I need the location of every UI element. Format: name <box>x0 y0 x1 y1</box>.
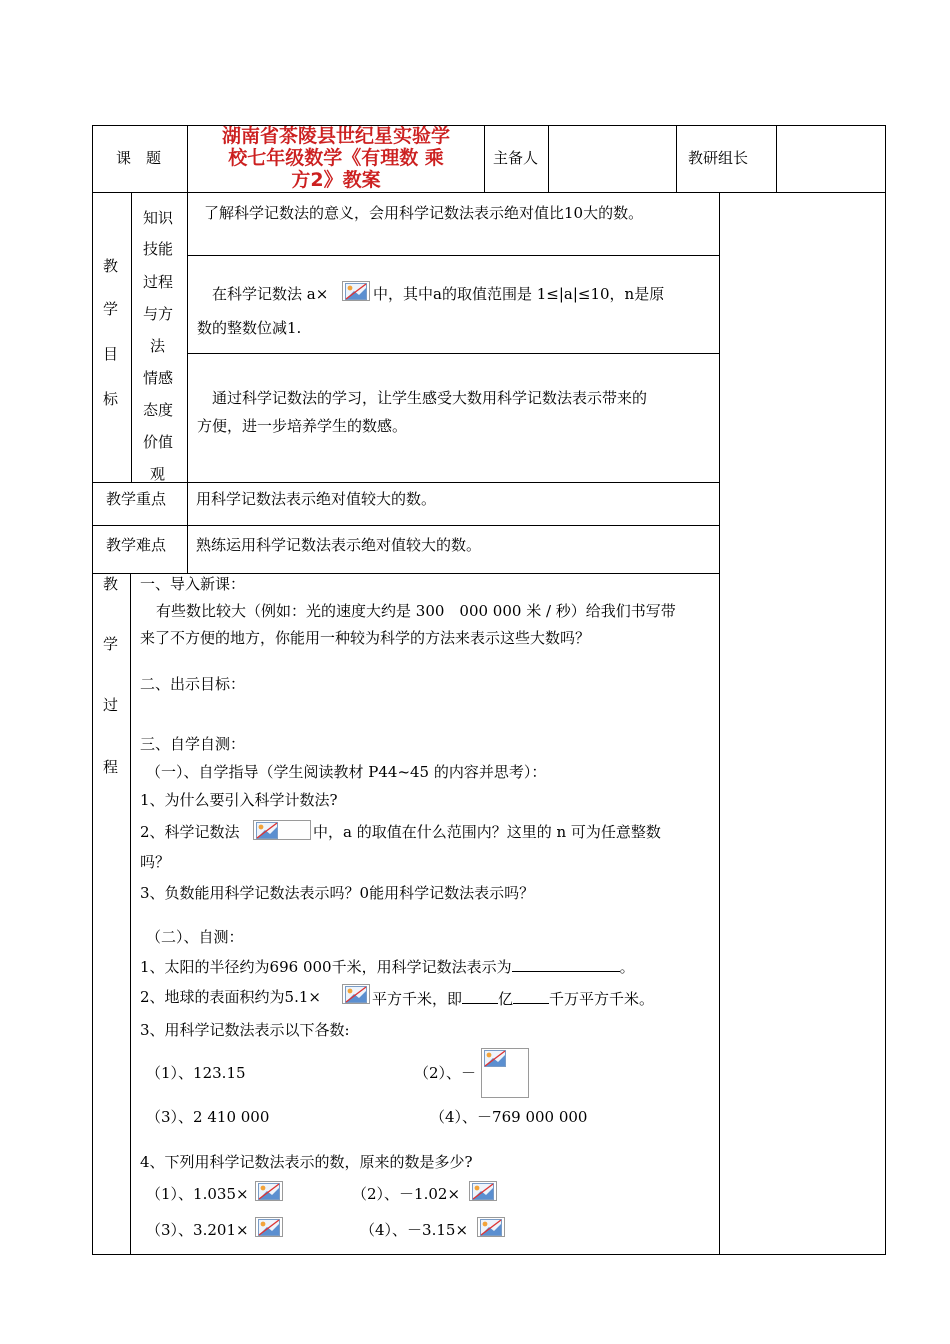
self-study-heading: 三、自学自测： <box>140 735 246 753</box>
table-rule <box>130 573 131 1254</box>
process-label: 与方 <box>143 305 174 323</box>
lesson-title-line: 方2》教案 <box>291 169 381 191</box>
process-text: 数的整数位减1. <box>197 319 302 337</box>
process-text: 中，其中a的取值范围是 1≤|a|≤10，n是原 <box>373 285 665 303</box>
objectives-label-char: 目 <box>103 345 119 363</box>
difficulty-label: 教学难点 <box>106 536 167 554</box>
preparer-label: 主备人 <box>493 149 539 167</box>
emotion-label: 态度 <box>143 401 174 419</box>
table-rule <box>187 353 719 354</box>
test-2-text: 亿 <box>498 990 514 1008</box>
goal-heading: 二、出示目标： <box>140 675 246 693</box>
table-rule <box>719 192 720 1255</box>
process-text: 在科学记数法 a× <box>212 285 329 303</box>
broken-image-icon <box>477 1217 505 1237</box>
test-2-text: 平方千米，即 <box>372 990 463 1008</box>
table-border-left <box>92 125 93 1255</box>
test-2: 2、地球的表面积约为5.1× <box>140 988 321 1006</box>
test-1-text: 1、太阳的半径约为696 000千米，用科学记数法表示为 <box>140 958 512 976</box>
process-section-char: 教 <box>103 575 119 593</box>
broken-image-icon <box>342 281 370 301</box>
lesson-title-line: 校七年级数学《有理数 乘 <box>228 147 444 169</box>
emotion-text: 方便，进一步培养学生的数感。 <box>197 417 408 435</box>
broken-image-icon <box>255 1217 283 1237</box>
emotion-label: 观 <box>150 465 166 483</box>
test-1-text: 。 <box>619 958 635 976</box>
self-test-heading: （二）、自测： <box>146 928 244 946</box>
table-rule <box>187 255 719 256</box>
process-label: 法 <box>150 337 166 355</box>
answer-blank[interactable] <box>513 987 549 1004</box>
test-3-item: （4）、－769 000 000 <box>430 1108 588 1126</box>
test-3-item: （3）、2 410 000 <box>146 1108 270 1126</box>
test-3-item: （2）、－ <box>414 1064 477 1082</box>
process-label: 过程 <box>143 273 174 291</box>
knowledge-text: 了解科学记数法的意义，会用科学记数法表示绝对值比10大的数。 <box>204 204 644 222</box>
question-1: 1、为什么要引入科学计数法? <box>140 791 338 809</box>
process-section-char: 过 <box>103 696 119 714</box>
table-border-right <box>885 125 886 1255</box>
broken-image-icon <box>255 1181 283 1201</box>
process-section-char: 学 <box>103 635 119 653</box>
test-4-item: （2）、－1.02× <box>352 1185 461 1203</box>
table-border-bottom <box>92 1254 886 1255</box>
objectives-label-char: 标 <box>103 390 119 408</box>
broken-image-icon <box>253 820 311 840</box>
question-3: 3、负数能用科学记数法表示吗？0能用科学记数法表示吗？ <box>140 884 535 902</box>
table-rule <box>131 192 132 482</box>
table-rule <box>548 125 549 192</box>
test-2-text: 千万平方千米。 <box>549 990 655 1008</box>
broken-image-icon <box>342 984 370 1004</box>
table-rule <box>484 125 485 192</box>
intro-text: 来了不方便的地方，你能用一种较为科学的方法来表示这些大数吗？ <box>140 629 591 647</box>
table-rule <box>676 125 677 192</box>
emotion-label: 价值 <box>143 433 174 451</box>
knowledge-label: 技能 <box>143 240 174 258</box>
intro-heading: 一、导入新课： <box>140 575 246 593</box>
answer-blank[interactable] <box>462 987 498 1004</box>
table-rule <box>187 125 188 573</box>
key-point-label: 教学重点 <box>106 490 167 508</box>
broken-image-icon <box>469 1181 497 1201</box>
guide-heading: （一）、自学指导（学生阅读教材 P44~45 的内容并思考）： <box>146 763 547 781</box>
test-3: 3、用科学记数法表示以下各数: <box>140 1021 350 1039</box>
table-rule <box>92 192 886 193</box>
test-3-item: （1）、123.15 <box>146 1064 246 1082</box>
group-leader-label: 教研组长 <box>688 149 749 167</box>
broken-image-icon <box>481 1048 529 1098</box>
question-2: 吗？ <box>140 853 171 871</box>
objectives-label-char: 教 <box>103 257 119 275</box>
question-2: 中，a 的取值在什么范围内？这里的 n 可为任意整数 <box>313 823 661 841</box>
test-4: 4、下列用科学记数法表示的数，原来的数是多少? <box>140 1153 473 1171</box>
key-point-text: 用科学记数法表示绝对值较大的数。 <box>196 490 437 508</box>
test-4-item: （4）、－3.15× <box>360 1221 469 1239</box>
answer-blank[interactable] <box>512 955 620 972</box>
lesson-title <box>192 125 480 191</box>
question-2: 2、科学记数法 <box>140 823 240 841</box>
lesson-title-line: 湖南省茶陵县世纪星实验学 <box>221 125 450 147</box>
table-rule <box>776 125 777 192</box>
test-2 <box>372 987 654 1009</box>
process-section-char: 程 <box>103 758 119 776</box>
course-label: 课 题 <box>116 149 162 167</box>
emotion-text: 通过科学记数法的学习，让学生感受大数用科学记数法表示带来的 <box>212 389 648 407</box>
intro-text: 有些数比较大（例如：光的速度大约是 300 000 000 米 / 秒）给我们书写带 <box>156 602 676 620</box>
test-1 <box>140 955 635 977</box>
knowledge-label: 知识 <box>143 209 174 227</box>
emotion-label: 情感 <box>143 369 174 387</box>
test-4-item: （1）、1.035× <box>146 1185 249 1203</box>
objectives-label-char: 学 <box>103 300 119 318</box>
test-4-item: （3）、3.201× <box>146 1221 249 1239</box>
difficulty-text: 熟练运用科学记数法表示绝对值较大的数。 <box>196 536 482 554</box>
